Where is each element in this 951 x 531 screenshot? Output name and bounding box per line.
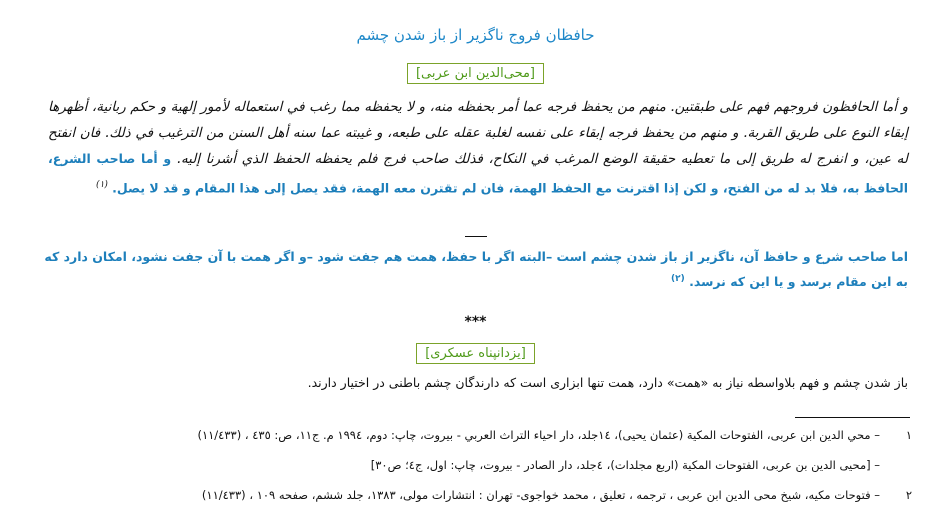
author-box: [محی‌الدین ابن عربی] bbox=[407, 63, 544, 84]
persian-translation-text: اما صاحب شرع و حافظ آن، ناگزیر از باز شدن چشم است –البته اگر با حفظ، همت هم جفت شود –و اگر همت با آن جفت نشود، امکان دارد که به این مقام برسد و یا این که نرسد. bbox=[44, 249, 908, 290]
commentary-paragraph: باز شدن چشم و فهم بلاواسطه نیاز به «همت» دارد، همت تنها ابزاری است که دارندگان چشم باطنی در اختیار دارند. bbox=[307, 375, 908, 390]
separator-dash bbox=[465, 236, 487, 237]
footnote-text: – فتوحات مکیه، شیخ محی الدین ابن عربی ، ترجمه ، تعلیق ، محمد خواجوی- تهران : انتشارات مولی، ١٣٨٣، جلد ششم، صفحه ١٠٩ ، (١١/٤٣٣) bbox=[201, 488, 880, 502]
footnote-number: ٢ bbox=[905, 488, 912, 502]
section-separator: *** bbox=[464, 314, 487, 330]
persian-translation bbox=[40, 246, 908, 293]
footnotes-section bbox=[20, 424, 920, 514]
footnote-item bbox=[20, 454, 920, 484]
footnote-ref-2[interactable]: (٢) bbox=[671, 274, 685, 284]
footnote-item bbox=[20, 484, 920, 514]
footnote-item bbox=[20, 424, 920, 454]
arabic-highlight-text: و أما صاحب الشرع، الحافظ به، فلا بد له من الفتح، و لكن إذا اقترنت مع الحفظ الهمة، فان لم تقترن معه الهمة، فقد يصل إلى هذا المقام و قد لا يصل. bbox=[48, 151, 908, 196]
author-label-yazdanpanah bbox=[0, 342, 951, 364]
footnote-divider bbox=[795, 417, 910, 418]
footnote-ref-1[interactable]: (١) bbox=[95, 180, 108, 190]
page-title: حافظان فروج ناگزیر از باز شدن چشم bbox=[356, 26, 595, 44]
author-box-2: [یزدانپناه عسکری] bbox=[416, 343, 535, 364]
footnote-text: – [محيى الدين بن عربى، الفتوحات المكية (اربع مجلدات)، ٤جلد، دار الصادر - بيروت، چاپ: اول، ج٤؛ ص٣٠] bbox=[370, 458, 880, 472]
arabic-text: و أما الحافظون فروجهم فهم على طبقتين. منهم من يحفظ فرجه عما أمر بحفظه منه، و لا يحفظه مما رغب في استعماله لأمور إلهية و حكم ربانية، أظهرها إبقاء النوع على طريق القربة. و منهم من يحفظ فرجه إبقاء على نفسه لغلبة عقله على طبعه، و غيبته عما سنه أهل السنن من الترغيب في ذلك. فان انفتح له عين، و انفرج له طريق إلى ما تعطيه حقيقة الوضع المرغب في النكاح، فذلك صاحب فرج فلم يحفظه الحفظ الذي أشرنا إليه. bbox=[48, 99, 908, 167]
footnote-text: – محي الدين ابن عربى، الفتوحات المكية (عثمان يحيى)، ١٤جلد، دار احياء التراث العربي - بيروت، چاپ: دوم، ١٩٩٤ م. ج١١، ص: ٤٣٥ ، (١١/٤٣٣) bbox=[197, 428, 880, 442]
arabic-paragraph bbox=[48, 94, 908, 202]
author-label-ibn-arabi bbox=[0, 62, 951, 84]
footnote-number: ١ bbox=[905, 428, 912, 442]
